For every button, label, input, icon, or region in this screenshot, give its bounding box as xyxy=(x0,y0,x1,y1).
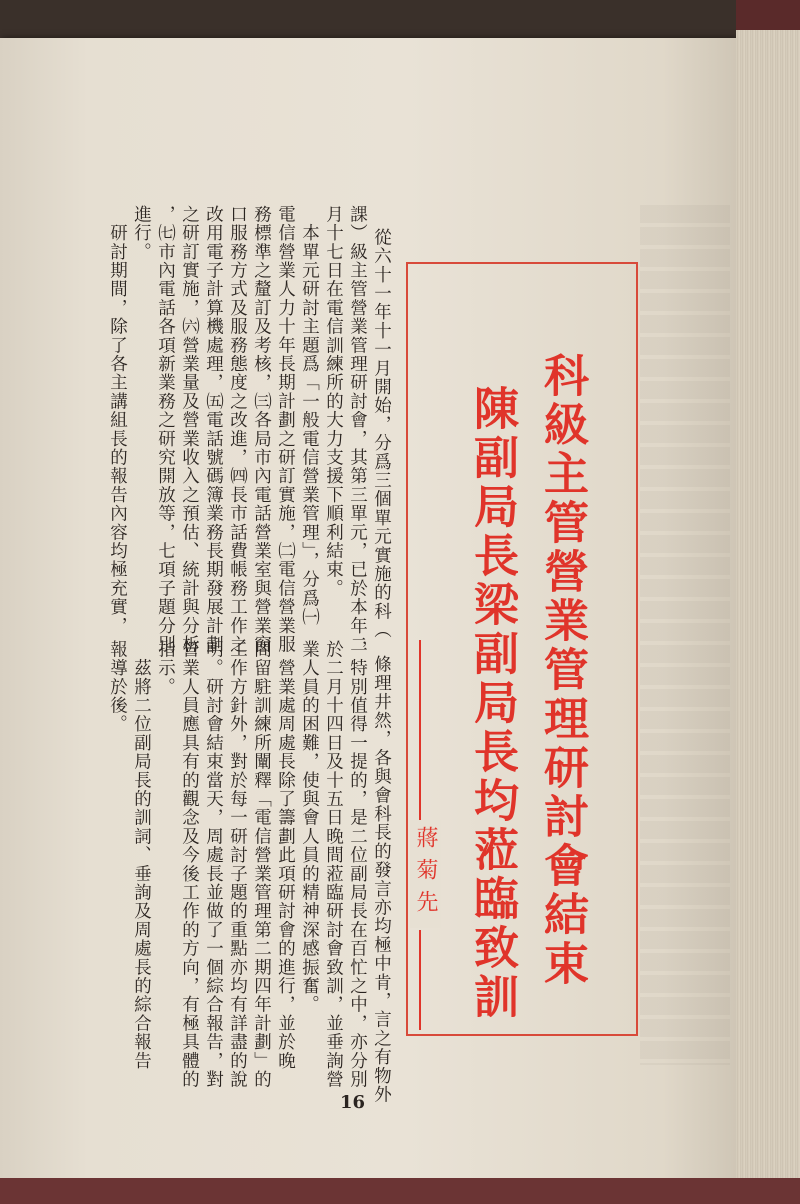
text-column: 間留駐訓練所闡釋「電信營業管理第二期四年計劃」的 xyxy=(251,640,272,1089)
author-rule-bottom xyxy=(419,930,421,1030)
text-column: ，特別值得一提的，是二位副局長在百忙之中，亦分別 xyxy=(347,640,368,1089)
text-column: 於二月十四日及十五日晚間蒞臨研討會致訓，並垂詢營 xyxy=(323,640,344,1089)
text-column: 口服務方式及服務態度之改進，㈣長市話費帳務工作之 xyxy=(227,205,248,654)
text-column: 營業處周處長除了籌劃此項研討會的進行，並於晚 xyxy=(275,640,296,1071)
article-subtitle: 陳副局長梁副局長均蒞臨致訓 xyxy=(466,385,519,1022)
article-title: 科級主管營業管理研討會結束 xyxy=(536,352,589,989)
text-column: 明。研討會結束當天，周處長並做了一個綜合報告，對 xyxy=(203,640,224,1089)
text-column: 業人員的困難，使與會人員的精神深感振奮。 xyxy=(299,640,320,1014)
text-column: 條理井然，各與會科長的發言亦均極中肯，言之有物外 xyxy=(371,655,392,1104)
text-column: 進行。 xyxy=(131,205,152,262)
author-name: 蔣菊先 xyxy=(410,820,441,928)
text-column: 月十七日在電信訓練所的大力支援下順利結束。 xyxy=(323,205,344,598)
page-edges xyxy=(736,30,800,1190)
text-column: 報導於後。 xyxy=(107,640,128,734)
text-column: 茲將二位副局長的訓詞、垂詢及周處長的綜合報告 xyxy=(131,640,152,1071)
text-column: 指示。 xyxy=(155,640,176,697)
text-column: 之研訂實施，㈥營業量及營業收入之預估、統計與分析 xyxy=(179,205,200,654)
text-column: 本單元研討主題爲「一般電信營業管理」，分爲㈠ xyxy=(299,205,320,627)
text-column: 改用電子計算機處理，㈤電話號碼簿業務長期發展計劃 xyxy=(203,205,224,654)
text-column: 課）級主管營業管理研討會，其第三單元，已於本年二 xyxy=(347,205,368,654)
text-column: 務標準之釐訂及考核，㈢各局市內電話營業室與營業窗 xyxy=(251,205,272,654)
text-column: 電信營業人力十年長期計劃之研訂實施，㈡電信營業服 xyxy=(275,205,296,654)
text-column: 營業人員應具有的觀念及今後工作的方向，有極具體的 xyxy=(179,640,200,1089)
text-column: ，㈦市內電話各項新業務之研究開放等，七項子題分別 xyxy=(155,205,176,654)
author-rule-top xyxy=(419,640,421,820)
book-cover-bottom xyxy=(0,1178,800,1204)
text-column: 從六十一年十一月開始，分爲三個單元實施的科（ xyxy=(371,228,392,640)
page-number: 16 xyxy=(340,1092,366,1113)
text-column: 工作方針外，對於每一研討子題的重點亦均有詳盡的說 xyxy=(227,640,248,1089)
text-column: 研討期間，除了各主講組長的報告內容均極充實， xyxy=(107,205,128,636)
bleed-through-text xyxy=(640,205,730,1065)
